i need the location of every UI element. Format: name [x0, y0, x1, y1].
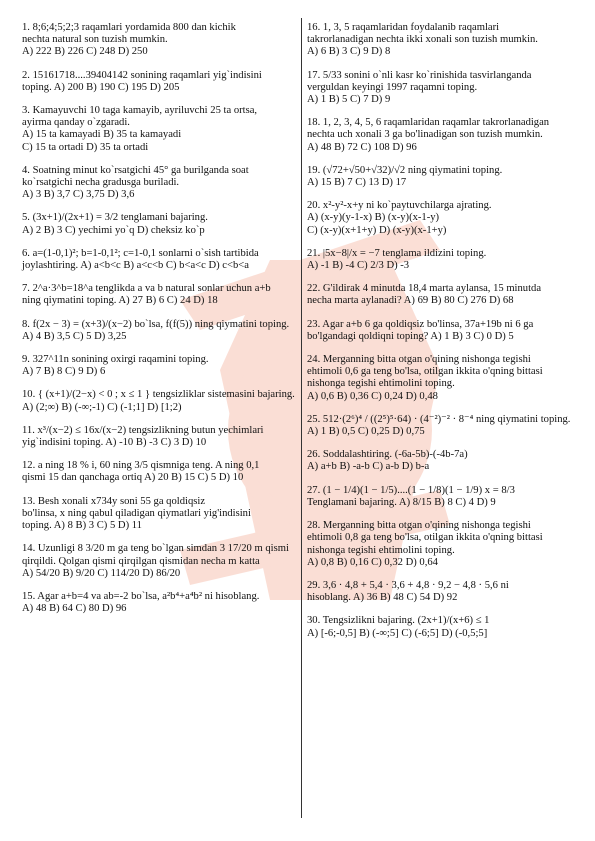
question-line: ehtimoli 0,6 ga teng bo'lsa, otilgan ikkita o'qning bittasi: [307, 366, 543, 378]
question-block: [22, 105, 297, 154]
question-block: [307, 449, 585, 473]
question-block: [22, 248, 297, 272]
question-line: yig`indisini toping. A) -10 B) -3 C) 3 D) 10: [22, 437, 207, 449]
question-line: ning qiymatini toping. A) 27 B) 6 C) 24 D) 18: [22, 295, 218, 307]
question-line: A) 2 B) 3 C) yechimi yo`q D) cheksiz ko`p: [22, 224, 205, 236]
question-line: ayirma qanday o`zgaradi.: [22, 117, 130, 129]
question-line: necha marta aylanadi? A) 69 B) 80 C) 276 D) 68: [307, 295, 514, 307]
question-line: 16. 1, 3, 5 raqamlaridan foydalanib raqamlari: [307, 22, 500, 33]
question-block: [22, 22, 297, 59]
question-line: A) 1 B) 5 C) 7 D) 9: [307, 94, 391, 106]
question-line: 14. Uzunligi 8 3/20 m ga teng bo`lgan simdan 3 17/20 m qismi: [22, 543, 289, 555]
question-line: 9. 327^11n sonining oxirgi raqamini toping.: [22, 354, 209, 366]
question-line: nechta uch xonali 3 ga bo'linadigan son tuzish mumkin.: [307, 129, 543, 141]
question-block: [307, 248, 585, 272]
question-line: 18. 1, 2, 3, 4, 5, 6 raqamlaridan raqamlar takrorlanadigan: [307, 117, 550, 129]
question-line: verguldan keyingi 1997 raqamni toping.: [307, 81, 478, 93]
question-block: [22, 591, 297, 615]
question-line: 21. |5x−8|/x = −7 tenglama ildizini toping.: [307, 247, 487, 259]
question-line: A) 48 B) 64 C) 80 D) 96: [22, 603, 127, 615]
question-line: nishonga tegishi ehtimolini toping.: [307, 544, 455, 556]
question-line: A) 54/20 B) 9/20 C) 114/20 D) 86/20: [22, 567, 181, 579]
question-line: A) 48 B) 72 C) 108 D) 96: [307, 141, 417, 153]
question-block: [22, 425, 297, 449]
question-line: toping. A) 8 B) 3 C) 5 D) 11: [22, 520, 142, 532]
question-line: 30. Tengsizlikni bajaring. (2x+1)/(x+6) ≤ 1: [307, 615, 490, 627]
question-line: bo'lgandagi qoldiqni toping? A) 1 B) 3 C) 0 D) 5: [307, 330, 514, 342]
question-line: qirqildi. Qolgan qismi qirqilgan qismidan necha m katta: [22, 555, 260, 567]
question-line: joylashtiring. A) a<b<c B) a<c<b C) b<a<c D) c<b<a: [22, 260, 249, 272]
question-block: [22, 496, 297, 533]
question-block: [22, 283, 297, 307]
question-line: ehtimoli 0,8 ga teng bo'lsa, otilgan ikkita o'qning bittasi: [307, 532, 543, 544]
question-line: Tenglamani bajaring. A) 8/15 B) 8 C) 4 D) 9: [307, 496, 496, 508]
question-line: A) 0,6 B) 0,36 C) 0,24 D) 0,48: [307, 390, 438, 402]
question-block: [22, 354, 297, 378]
question-block: [307, 354, 585, 403]
question-line: A) a+b B) -a-b C) a-b D) b-a: [307, 461, 430, 473]
question-line: A) 4 B) 3,5 C) 5 D) 3,25: [22, 330, 127, 342]
question-block: [22, 319, 297, 343]
question-line: 1. 8;6;4;5;2;3 raqamlari yordamida 800 dan kichik: [22, 22, 236, 33]
question-block: [307, 70, 585, 107]
question-block: [307, 22, 585, 59]
question-block: [22, 165, 297, 202]
question-line: 17. 5/33 sonini o`nli kasr ko`rinishida tasvirlanganda: [307, 69, 532, 81]
question-line: 24. Merganning bitta otgan o'qining nishonga tegishi: [307, 354, 531, 366]
question-line: A) -1 B) -4 C) 2/3 D) -3: [307, 260, 410, 272]
question-block: [22, 212, 297, 236]
question-line: qismi 15 dan qanchaga ortiq A) 20 B) 15 C) 5 D) 10: [22, 472, 244, 484]
question-block: [22, 70, 297, 94]
question-line: 3. Kamayuvchi 10 taga kamayib, ayriluvchi 25 ta ortsa,: [22, 105, 258, 117]
question-line: 23. Agar a+b 6 ga qoldiqsiz bo'linsa, 37a+19b ni 6 ga: [307, 318, 534, 330]
question-block: [22, 460, 297, 484]
question-block: [307, 117, 585, 154]
question-line: A) 15 B) 7 C) 13 D) 17: [307, 177, 407, 189]
question-block: [307, 414, 585, 438]
question-line: hisoblang. A) 36 B) 48 C) 54 D) 92: [307, 592, 458, 604]
question-line: 8. f(2x − 3) = (x+3)/(x−2) bo`lsa, f(f(5)) ning qiymatini toping.: [22, 318, 290, 330]
question-line: A) 222 B) 226 C) 248 D) 250: [22, 46, 148, 58]
question-line: nechta natural son tuzish mumkin.: [22, 34, 168, 46]
question-line: 12. a ning 18 % i, 60 ning 3/5 qismniga teng. A ning 0,1: [22, 460, 260, 472]
question-line: 26. Soddalashtiring. (-6a-5b)-(-4b-7a): [307, 449, 468, 461]
question-line: 25. 512·(2⁶)⁴ / ((2⁵)⁵·64) · (4⁻²)⁻² · 8⁻⁴ ning qiymatini toping.: [307, 413, 571, 425]
question-line: nishonga tegishi ehtimolini toping.: [307, 378, 455, 390]
question-line: 29. 3,6 · 4,8 + 5,4 · 3,6 + 4,8 · 9,2 − 4,8 · 5,6 ni: [307, 579, 509, 591]
question-line: 4. Soatning minut ko`rsatgichi 45° ga burilganda soat: [22, 164, 249, 176]
question-line: A) 0,8 B) 0,16 C) 0,32 D) 0,64: [307, 556, 438, 568]
question-line: A) (2;∞) B) (-∞;-1) C) (-1;1] D) [1;2): [22, 401, 182, 413]
question-line: toping. A) 200 B) 190 C) 195 D) 205: [22, 81, 180, 93]
question-block: [307, 283, 585, 307]
question-line: A) 15 ta kamayadi B) 35 ta kamayadi: [22, 129, 182, 141]
question-line: A) (x-y)(y-1-x) B) (x-y)(x-1-y): [307, 212, 440, 224]
question-line: 5. (3x+1)/(2x+1) = 3/2 tenglamani bajaring.: [22, 212, 208, 224]
question-line: bo'linsa, x ning qabul qiladigan qiymatlari yig'indisini: [22, 507, 251, 519]
question-line: 27. (1 − 1/4)(1 − 1/5)....(1 − 1/8)(1 − 1/9) x = 8/3: [307, 484, 515, 496]
question-line: A) 3 B) 3,7 C) 3,75 D) 3,6: [22, 189, 135, 201]
question-line: C) 15 ta ortadi D) 35 ta ortadi: [22, 141, 149, 153]
question-line: 11. x³/(x−2) ≤ 16x/(x−2) tengsizlikning butun yechimlari: [22, 424, 264, 436]
question-line: A) 7 B) 8 C) 9 D) 6: [22, 366, 106, 378]
question-line: 19. (√72+√50+√32)/√2 ning qiymatini toping.: [307, 164, 503, 176]
question-block: [307, 319, 585, 343]
question-line: 15. Agar a+b=4 va ab=-2 bo`lsa, a²b⁴+a⁴b² ni hisoblang.: [22, 590, 260, 602]
question-line: 6. a=(1-0,1)²; b=1-0,1²; c=1-0,1 sonlarni o`sish tartibida: [22, 247, 259, 259]
question-line: 7. 2^a·3^b=18^a tenglikda a va b natural sonlar uchun a+b: [22, 283, 271, 295]
question-line: A) 1 B) 0,5 C) 0,25 D) 0,75: [307, 426, 425, 438]
question-block: [307, 615, 585, 639]
question-block: [307, 520, 585, 569]
question-line: A) 6 B) 3 C) 9 D) 8: [307, 46, 391, 58]
question-line: A) [-6;-0,5] B) (-∞;5] C) (-6;5] D) (-0,5;5]: [307, 627, 488, 639]
question-line: ko`rsatgichi necha gradusga buriladi.: [22, 177, 180, 189]
question-line: 20. x²-y²-x+y ni ko`paytuvchilarga ajrating.: [307, 200, 492, 212]
column-divider: [301, 18, 302, 818]
question-block: [307, 580, 585, 604]
left-question-column: [22, 22, 297, 626]
question-block: [307, 200, 585, 237]
question-line: 13. Besh xonali x734y soni 55 ga qoldiqsiz: [22, 495, 206, 507]
question-block: [307, 165, 585, 189]
question-line: 2. 15161718....39404142 sonining raqamlari yig`indisini: [22, 69, 262, 81]
question-block: [307, 485, 585, 509]
right-question-column: [307, 22, 585, 651]
question-block: [22, 389, 297, 413]
question-block: [22, 543, 297, 580]
question-line: 10. { (x+1)/(2−x) < 0 ; x ≤ 1 } tengsizliklar sistemasini bajaring.: [22, 389, 295, 401]
question-line: C) (x-y)(x+1+y) D) (x-y)(x-1+y): [307, 224, 447, 236]
question-line: 28. Merganning bitta otgan o'qining nishonga tegishi: [307, 520, 531, 532]
question-line: 22. G'ildirak 4 minutda 18,4 marta aylansa, 15 minutda: [307, 283, 542, 295]
question-line: takrorlanadigan nechta ikki xonali son tuzish mumkin.: [307, 34, 538, 46]
